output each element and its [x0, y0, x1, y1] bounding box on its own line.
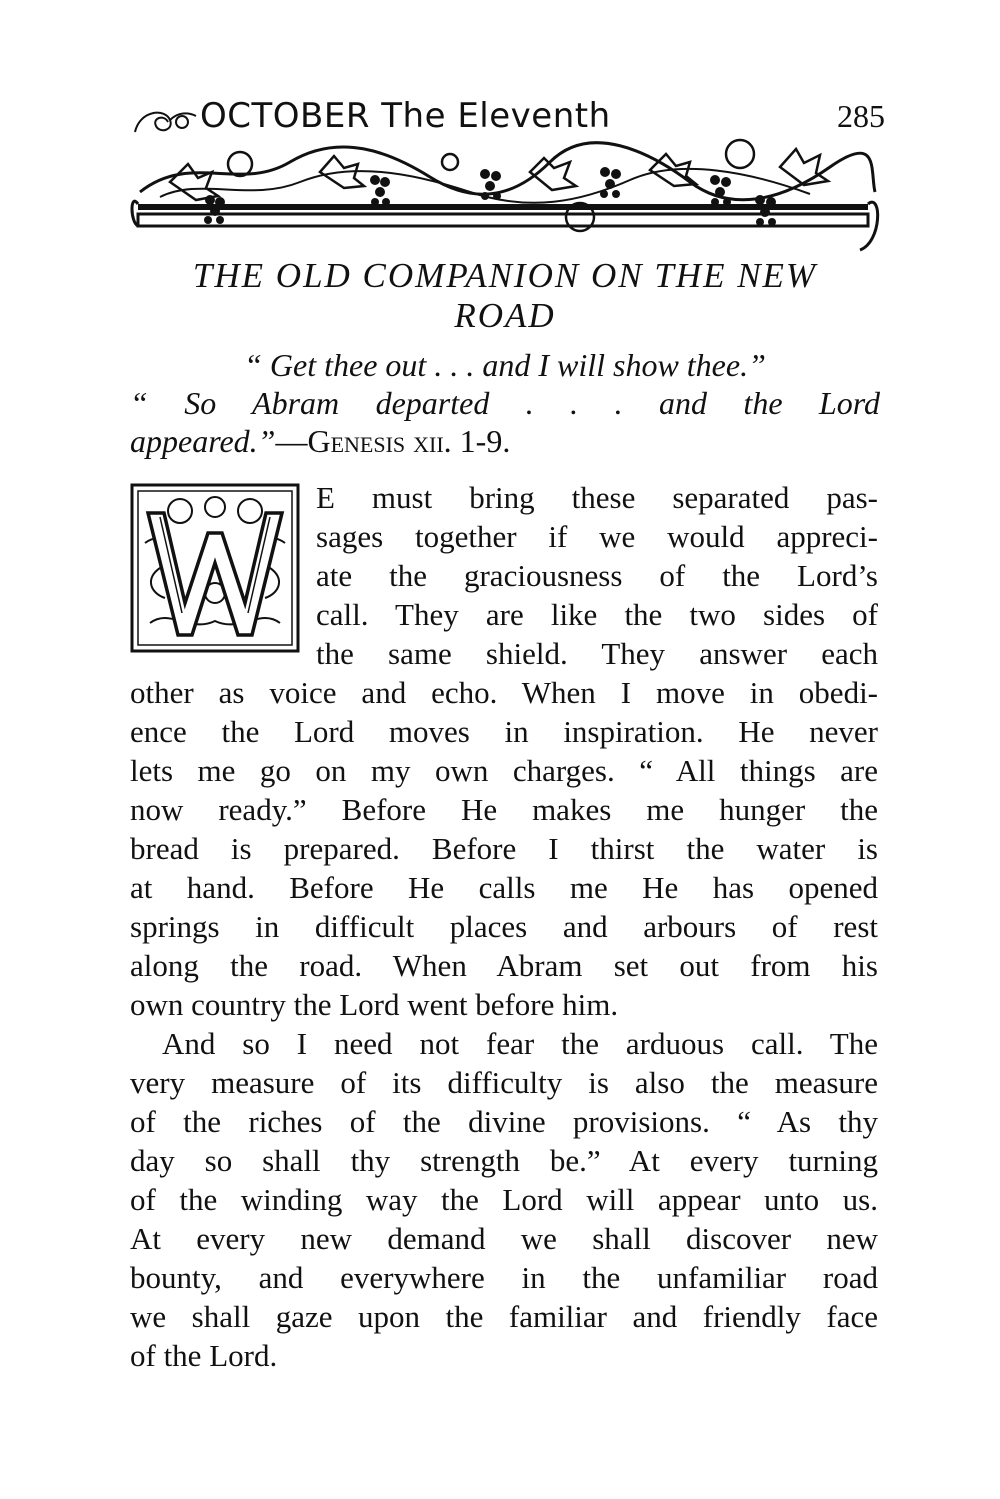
text-line: At every new demand we shall discover new [130, 1221, 878, 1256]
text-line: own country the Lord went before him. [130, 987, 619, 1022]
text-line: bounty, and everywhere in the unfamiliar road [130, 1260, 878, 1295]
epigraph [130, 346, 880, 460]
paragraph-1-full [130, 673, 878, 1024]
paragraph-1-wrapped [316, 478, 878, 673]
running-head-title: OCTOBER The Eleventh [200, 96, 611, 136]
chapter-title-line-1: THE OLD COMPANION ON THE NEW [192, 256, 818, 295]
grapevine-banner-icon [130, 132, 885, 252]
text-line: E must bring these separated pas- [316, 480, 878, 515]
epigraph-line-2: “ So Abram departed . . . and the Lord [130, 385, 880, 421]
page-number: 285 [837, 98, 885, 134]
epigraph-line-3 [130, 422, 880, 460]
paragraph-2 [130, 1024, 878, 1375]
text-line: And so I need not fear the arduous call. The [162, 1026, 878, 1061]
text-line: ate the graciousness of the Lord’s [316, 558, 878, 593]
text-line: along the road. When Abram set out from his [130, 948, 878, 983]
text-line: the same shield. They answer each [316, 636, 878, 671]
scripture-reference: —Genesis xii. 1-9. [275, 423, 511, 459]
text-line: call. They are like the two sides of [316, 597, 878, 632]
text-line: sages together if we would appreci- [316, 519, 878, 554]
text-line: of the Lord. [130, 1338, 278, 1373]
epigraph-line-1: “ Get thee out . . . and I will show thee.” [244, 347, 766, 383]
epigraph-quote-end: appeared.” [130, 423, 276, 459]
text-line: at hand. Before He calls me He has opened [130, 870, 878, 905]
text-line: of the winding way the Lord will appear unto us. [130, 1182, 878, 1217]
text-line: ence the Lord moves in inspiration. He never [130, 714, 878, 749]
text-line: now ready.” Before He makes me hunger the [130, 792, 878, 827]
ornate-initial-w-icon [130, 483, 300, 653]
text-line: lets me go on my own charges. “ All things are [130, 753, 878, 788]
text-line: of the riches of the divine provisions. “ As thy [130, 1104, 878, 1139]
text-line: springs in difficult places and arbours of rest [130, 909, 878, 944]
chapter-title [130, 256, 880, 336]
text-line: we shall gaze upon the familiar and friendly face [130, 1299, 878, 1334]
chapter-title-line-2: ROAD [454, 296, 556, 335]
text-line: other as voice and echo. When I move in obedi- [130, 675, 878, 710]
text-line: very measure of its difficulty is also the measure [130, 1065, 878, 1100]
text-line: day so shall thy strength be.” At every turning [130, 1143, 878, 1178]
text-line: bread is prepared. Before I thirst the water is [130, 831, 878, 866]
